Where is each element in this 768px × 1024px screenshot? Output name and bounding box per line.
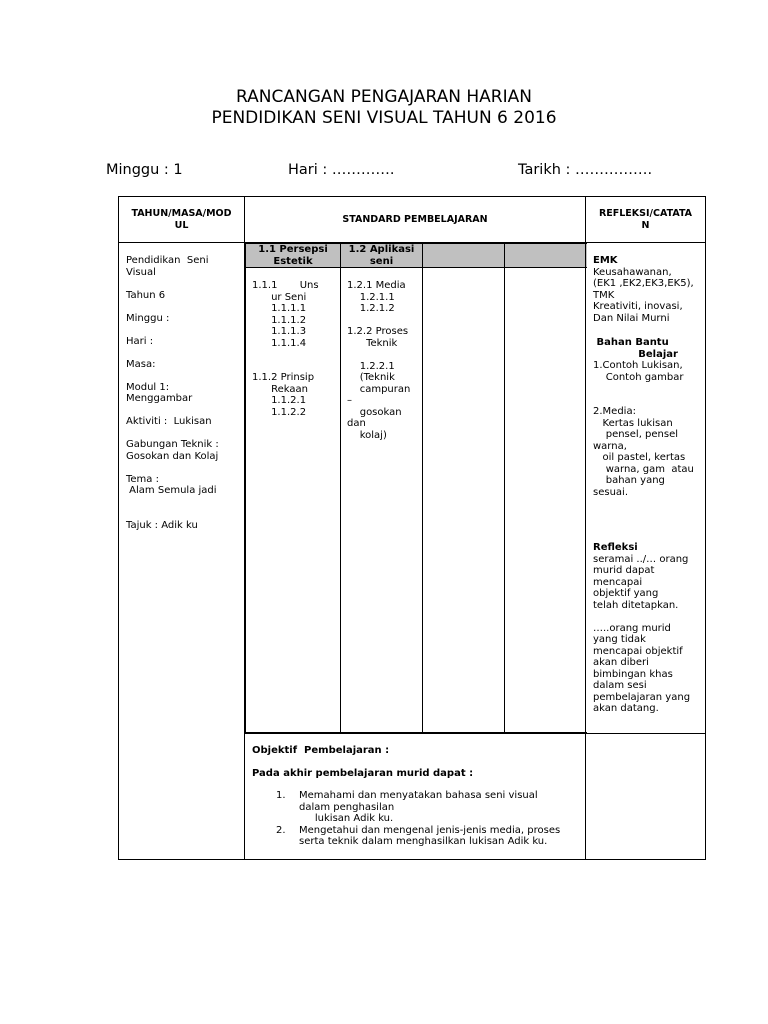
standard-pembelajaran-cell [245,243,586,734]
standard-subtable [245,243,587,733]
tahun-masa-modul-cell [119,243,245,860]
hari-field: Hari : …………. [288,162,395,178]
minggu-field: Minggu : 1 [106,162,183,178]
sub-body-empty-2 [505,268,587,733]
sub-header-aplikasi-seni: 1.2 Aplikasi seni [341,244,423,268]
refleksi-title: Refleksi [593,542,638,553]
sub-header-persepsi-estetik: 1.1 Persepsi Estetik [246,244,341,268]
tarikh-field: Tarikh : ……………. [518,162,653,178]
document-title-line1: RANCANGAN PENGAJARAN HARIAN [236,87,532,107]
bahan-bantu-title: Bahan Bantu Belajar [596,337,678,360]
persepsi-estetik-body: 1.1.1 Uns ur Seni 1.1.1.1 1.1.1.2 1.1.1.3 1.1.1.4 1.1.2 Prinsip Rekaan 1.1.2.1 1.1.2.2 [246,268,341,733]
objektif-intro: Pada akhir pembelajaran murid dapat : [252,767,474,779]
sub-body-empty-1 [423,268,505,733]
header-tahun-masa-modul: TAHUN/MASA/MOD UL [119,197,245,243]
sub-header-empty-2 [505,244,587,268]
tahun-masa-modul-text: Pendidikan Seni Visual Tahun 6 Minggu : Hari : Masa: Modul 1: Menggambar Aktiviti : Lukisan Gabungan Teknik : Gosokan dan Kolaj Tema : Alam Semula jadi Tajuk : Adik ku [126,255,219,531]
objektif-list [252,790,585,848]
objektif-title: Objektif Pembelajaran : [252,745,390,756]
sub-header-empty-1 [423,244,505,268]
aplikasi-seni-body: 1.2.1 Media 1.2.1.1 1.2.1.2 1.2.2 Proses Teknik 1.2.2.1 (Teknik campuran – gosokan dan kolaj) [341,268,423,733]
objektif-cell [245,734,586,860]
emk-title: EMK [593,255,618,266]
header-standard-pembelajaran: STANDARD PEMBELAJARAN [245,197,586,243]
emk-body: Keusahawanan, (EK1 ,EK2,EK3,EK5), TMK Kreativiti, inovasi, Dan Nilai Murni [593,266,694,324]
refleksi-body: seramai ../… orang murid dapat mencapai objektif yang telah ditetapkan. …..orang murid yang tidak mencapai objektif akan diberi bimbingan khas dalam sesi pembelajaran yang akan datang. [593,553,691,714]
document-title-line2: PENDIDIKAN SENI VISUAL TAHUN 6 2016 [211,108,557,128]
objektif-item: 2. Mengetahui dan mengenal jenis-jenis media, proses serta teknik dalam menghasilkan lukisan Adik ku. [276,824,561,847]
objektif-refleksi-empty [586,734,706,860]
header-refleksi-catatan: REFLEKSI/CATATA N [586,197,706,243]
lesson-plan-table [118,196,706,860]
bahan-bantu-body: 1.Contoh Lukisan, Contoh gambar 2.Media: Kertas lukisan pensel, pensel warna, oil pastel, kertas warna, gam atau bahan yang sesuai. [593,360,694,498]
objektif-item: 1. Memahami dan menyatakan bahasa seni visual dalam penghasilan lukisan Adik ku. [276,790,538,824]
refleksi-cell [586,243,706,734]
